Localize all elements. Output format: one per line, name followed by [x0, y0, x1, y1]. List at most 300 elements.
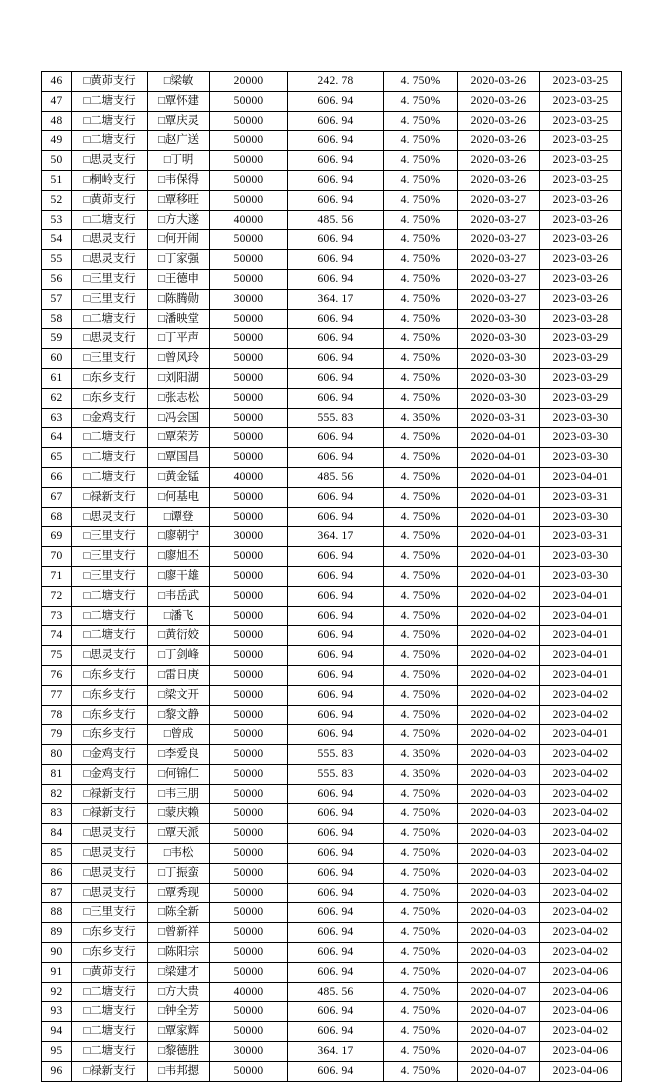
cell-interest-rate: 4. 750% [384, 210, 458, 230]
cell-customer-name: □廖旭丕 [148, 547, 210, 567]
cell-start-date: 2020-04-07 [458, 1061, 540, 1081]
cell-loan-amount: 50000 [210, 883, 288, 903]
cell-start-date: 2020-04-01 [458, 566, 540, 586]
cell-loan-amount: 50000 [210, 349, 288, 369]
cell-end-date: 2023-03-30 [540, 547, 622, 567]
table-row [42, 863, 622, 883]
cell-interest-rate: 4. 750% [384, 1022, 458, 1042]
table-row [42, 448, 622, 468]
table-row [42, 883, 622, 903]
cell-customer-name: □廖干雄 [148, 566, 210, 586]
cell-interest-rate: 4. 750% [384, 250, 458, 270]
table-body [42, 72, 622, 1082]
cell-start-date: 2020-03-26 [458, 72, 540, 92]
table-row [42, 962, 622, 982]
table-row [42, 190, 622, 210]
cell-interest-amount: 606. 94 [288, 626, 384, 646]
cell-interest-amount: 364. 17 [288, 289, 384, 309]
cell-end-date: 2023-03-25 [540, 170, 622, 190]
cell-interest-rate: 4. 750% [384, 72, 458, 92]
cell-end-date: 2023-04-02 [540, 943, 622, 963]
cell-interest-amount: 606. 94 [288, 329, 384, 349]
cell-customer-name: □陈全新 [148, 903, 210, 923]
cell-row-number: 88 [42, 903, 72, 923]
cell-interest-amount: 606. 94 [288, 507, 384, 527]
cell-interest-amount: 606. 94 [288, 903, 384, 923]
cell-interest-rate: 4. 750% [384, 586, 458, 606]
cell-branch: □二塘支行 [72, 586, 148, 606]
cell-branch: □东乡支行 [72, 725, 148, 745]
cell-row-number: 58 [42, 309, 72, 329]
cell-loan-amount: 40000 [210, 467, 288, 487]
cell-interest-rate: 4. 750% [384, 923, 458, 943]
cell-interest-amount: 606. 94 [288, 646, 384, 666]
table-row [42, 804, 622, 824]
cell-interest-amount: 606. 94 [288, 566, 384, 586]
cell-branch: □东乡支行 [72, 665, 148, 685]
cell-start-date: 2020-04-02 [458, 626, 540, 646]
cell-interest-amount: 606. 94 [288, 91, 384, 111]
table-row [42, 151, 622, 171]
cell-branch: □禄新支行 [72, 1061, 148, 1081]
cell-interest-amount: 485. 56 [288, 467, 384, 487]
cell-customer-name: □黎德胜 [148, 1042, 210, 1062]
cell-customer-name: □陈阳宗 [148, 943, 210, 963]
cell-loan-amount: 50000 [210, 190, 288, 210]
cell-interest-rate: 4. 350% [384, 764, 458, 784]
cell-start-date: 2020-04-07 [458, 1042, 540, 1062]
cell-interest-rate: 4. 350% [384, 745, 458, 765]
cell-interest-amount: 555. 83 [288, 745, 384, 765]
cell-interest-rate: 4. 750% [384, 784, 458, 804]
cell-branch: □三里支行 [72, 547, 148, 567]
cell-branch: □桐岭支行 [72, 170, 148, 190]
cell-customer-name: □何开闹 [148, 230, 210, 250]
cell-start-date: 2020-03-31 [458, 408, 540, 428]
cell-branch: □二塘支行 [72, 626, 148, 646]
cell-branch: □金鸡支行 [72, 764, 148, 784]
cell-row-number: 91 [42, 962, 72, 982]
cell-interest-amount: 485. 56 [288, 210, 384, 230]
cell-interest-rate: 4. 750% [384, 170, 458, 190]
cell-row-number: 64 [42, 428, 72, 448]
table-row [42, 487, 622, 507]
cell-end-date: 2023-03-25 [540, 91, 622, 111]
table-row [42, 250, 622, 270]
cell-start-date: 2020-04-07 [458, 962, 540, 982]
cell-start-date: 2020-04-01 [458, 428, 540, 448]
cell-end-date: 2023-03-25 [540, 72, 622, 92]
cell-interest-rate: 4. 750% [384, 943, 458, 963]
cell-branch: □二塘支行 [72, 428, 148, 448]
cell-interest-amount: 606. 94 [288, 804, 384, 824]
cell-customer-name: □韦岳武 [148, 586, 210, 606]
cell-end-date: 2023-04-01 [540, 626, 622, 646]
table-row [42, 131, 622, 151]
cell-end-date: 2023-04-02 [540, 705, 622, 725]
cell-row-number: 47 [42, 91, 72, 111]
cell-end-date: 2023-03-26 [540, 289, 622, 309]
cell-start-date: 2020-04-03 [458, 903, 540, 923]
table-row [42, 943, 622, 963]
cell-row-number: 85 [42, 844, 72, 864]
cell-interest-amount: 485. 56 [288, 982, 384, 1002]
cell-start-date: 2020-04-02 [458, 665, 540, 685]
table-row [42, 923, 622, 943]
cell-loan-amount: 30000 [210, 1042, 288, 1062]
table-row [42, 1042, 622, 1062]
table-row [42, 725, 622, 745]
cell-row-number: 89 [42, 923, 72, 943]
cell-interest-rate: 4. 750% [384, 91, 458, 111]
cell-branch: □东乡支行 [72, 685, 148, 705]
cell-start-date: 2020-04-02 [458, 685, 540, 705]
cell-row-number: 96 [42, 1061, 72, 1081]
cell-branch: □东乡支行 [72, 943, 148, 963]
cell-interest-amount: 606. 94 [288, 883, 384, 903]
cell-start-date: 2020-04-03 [458, 784, 540, 804]
cell-end-date: 2023-04-02 [540, 685, 622, 705]
table-row [42, 111, 622, 131]
table-row [42, 745, 622, 765]
cell-start-date: 2020-04-03 [458, 923, 540, 943]
table-row [42, 91, 622, 111]
cell-start-date: 2020-04-03 [458, 844, 540, 864]
cell-interest-rate: 4. 750% [384, 467, 458, 487]
cell-customer-name: □刘阳湖 [148, 368, 210, 388]
cell-start-date: 2020-03-26 [458, 131, 540, 151]
cell-interest-rate: 4. 750% [384, 824, 458, 844]
cell-branch: □思灵支行 [72, 151, 148, 171]
cell-interest-rate: 4. 750% [384, 685, 458, 705]
cell-branch: □二塘支行 [72, 467, 148, 487]
cell-end-date: 2023-04-01 [540, 725, 622, 745]
cell-interest-rate: 4. 750% [384, 151, 458, 171]
cell-end-date: 2023-04-01 [540, 586, 622, 606]
cell-branch: □三里支行 [72, 289, 148, 309]
cell-loan-amount: 50000 [210, 646, 288, 666]
cell-end-date: 2023-03-25 [540, 111, 622, 131]
cell-branch: □二塘支行 [72, 982, 148, 1002]
cell-branch: □二塘支行 [72, 111, 148, 131]
cell-branch: □二塘支行 [72, 606, 148, 626]
cell-branch: □金鸡支行 [72, 408, 148, 428]
cell-row-number: 52 [42, 190, 72, 210]
cell-interest-rate: 4. 750% [384, 349, 458, 369]
cell-row-number: 60 [42, 349, 72, 369]
cell-start-date: 2020-04-02 [458, 586, 540, 606]
table-row [42, 467, 622, 487]
cell-loan-amount: 50000 [210, 745, 288, 765]
cell-loan-amount: 50000 [210, 428, 288, 448]
cell-branch: □思灵支行 [72, 863, 148, 883]
cell-end-date: 2023-03-29 [540, 368, 622, 388]
cell-end-date: 2023-04-06 [540, 1061, 622, 1081]
table-row [42, 210, 622, 230]
cell-start-date: 2020-04-01 [458, 487, 540, 507]
cell-start-date: 2020-03-26 [458, 111, 540, 131]
cell-branch: □二塘支行 [72, 1002, 148, 1022]
cell-row-number: 83 [42, 804, 72, 824]
table-row [42, 170, 622, 190]
cell-customer-name: □潘飞 [148, 606, 210, 626]
table-row [42, 408, 622, 428]
cell-loan-amount: 50000 [210, 923, 288, 943]
cell-branch: □二塘支行 [72, 131, 148, 151]
cell-interest-amount: 606. 94 [288, 547, 384, 567]
cell-interest-amount: 606. 94 [288, 1002, 384, 1022]
cell-row-number: 73 [42, 606, 72, 626]
cell-branch: □三里支行 [72, 903, 148, 923]
table-row [42, 230, 622, 250]
cell-interest-amount: 606. 94 [288, 428, 384, 448]
table-row [42, 665, 622, 685]
table-row [42, 547, 622, 567]
cell-interest-rate: 4. 750% [384, 487, 458, 507]
table-row [42, 685, 622, 705]
cell-end-date: 2023-03-26 [540, 190, 622, 210]
cell-branch: □三里支行 [72, 566, 148, 586]
cell-customer-name: □覃国昌 [148, 448, 210, 468]
cell-branch: □三里支行 [72, 527, 148, 547]
cell-customer-name: □曾风玲 [148, 349, 210, 369]
cell-loan-amount: 50000 [210, 230, 288, 250]
cell-loan-amount: 50000 [210, 487, 288, 507]
cell-row-number: 63 [42, 408, 72, 428]
cell-loan-amount: 40000 [210, 210, 288, 230]
table-row [42, 329, 622, 349]
cell-customer-name: □梁建才 [148, 962, 210, 982]
cell-end-date: 2023-04-02 [540, 883, 622, 903]
cell-interest-amount: 606. 94 [288, 586, 384, 606]
table-row [42, 269, 622, 289]
cell-branch: □东乡支行 [72, 923, 148, 943]
cell-branch: □二塘支行 [72, 1042, 148, 1062]
cell-loan-amount: 50000 [210, 269, 288, 289]
cell-start-date: 2020-03-30 [458, 388, 540, 408]
cell-row-number: 59 [42, 329, 72, 349]
cell-branch: □思灵支行 [72, 250, 148, 270]
cell-customer-name: □李爱良 [148, 745, 210, 765]
cell-start-date: 2020-04-03 [458, 883, 540, 903]
table-row [42, 428, 622, 448]
cell-row-number: 87 [42, 883, 72, 903]
cell-customer-name: □韦邦摁 [148, 1061, 210, 1081]
cell-loan-amount: 50000 [210, 764, 288, 784]
cell-branch: □思灵支行 [72, 646, 148, 666]
table-row [42, 527, 622, 547]
cell-branch: □思灵支行 [72, 883, 148, 903]
cell-interest-amount: 606. 94 [288, 309, 384, 329]
cell-interest-amount: 606. 94 [288, 111, 384, 131]
cell-branch: □二塘支行 [72, 1022, 148, 1042]
cell-interest-rate: 4. 750% [384, 566, 458, 586]
cell-end-date: 2023-03-30 [540, 448, 622, 468]
cell-row-number: 74 [42, 626, 72, 646]
cell-interest-amount: 606. 94 [288, 824, 384, 844]
cell-branch: □三里支行 [72, 349, 148, 369]
cell-start-date: 2020-04-07 [458, 1022, 540, 1042]
cell-customer-name: □丁振蛮 [148, 863, 210, 883]
table-row [42, 844, 622, 864]
cell-loan-amount: 50000 [210, 368, 288, 388]
cell-start-date: 2020-03-26 [458, 91, 540, 111]
cell-row-number: 72 [42, 586, 72, 606]
cell-branch: □黄茆支行 [72, 72, 148, 92]
cell-branch: □三里支行 [72, 269, 148, 289]
cell-end-date: 2023-04-02 [540, 844, 622, 864]
cell-interest-rate: 4. 750% [384, 547, 458, 567]
cell-loan-amount: 50000 [210, 408, 288, 428]
cell-row-number: 51 [42, 170, 72, 190]
cell-branch: □思灵支行 [72, 329, 148, 349]
cell-loan-amount: 50000 [210, 665, 288, 685]
cell-branch: □思灵支行 [72, 844, 148, 864]
cell-end-date: 2023-04-02 [540, 804, 622, 824]
cell-interest-rate: 4. 350% [384, 408, 458, 428]
cell-end-date: 2023-04-06 [540, 962, 622, 982]
cell-end-date: 2023-04-02 [540, 1022, 622, 1042]
cell-loan-amount: 50000 [210, 586, 288, 606]
cell-loan-amount: 50000 [210, 626, 288, 646]
cell-row-number: 94 [42, 1022, 72, 1042]
cell-interest-rate: 4. 750% [384, 388, 458, 408]
cell-branch: □思灵支行 [72, 824, 148, 844]
cell-end-date: 2023-03-26 [540, 250, 622, 270]
cell-loan-amount: 50000 [210, 131, 288, 151]
cell-loan-amount: 50000 [210, 943, 288, 963]
cell-loan-amount: 50000 [210, 962, 288, 982]
table-row [42, 705, 622, 725]
table-row [42, 982, 622, 1002]
cell-loan-amount: 50000 [210, 250, 288, 270]
cell-row-number: 67 [42, 487, 72, 507]
cell-end-date: 2023-03-29 [540, 349, 622, 369]
cell-start-date: 2020-03-30 [458, 349, 540, 369]
cell-row-number: 82 [42, 784, 72, 804]
cell-start-date: 2020-04-01 [458, 467, 540, 487]
cell-row-number: 57 [42, 289, 72, 309]
cell-end-date: 2023-04-01 [540, 467, 622, 487]
cell-start-date: 2020-04-01 [458, 547, 540, 567]
cell-start-date: 2020-04-02 [458, 705, 540, 725]
cell-interest-rate: 4. 750% [384, 1061, 458, 1081]
cell-start-date: 2020-03-30 [458, 368, 540, 388]
cell-branch: □黄茆支行 [72, 962, 148, 982]
table-row [42, 349, 622, 369]
cell-interest-amount: 364. 17 [288, 527, 384, 547]
cell-interest-amount: 606. 94 [288, 230, 384, 250]
cell-start-date: 2020-04-03 [458, 745, 540, 765]
cell-row-number: 69 [42, 527, 72, 547]
cell-end-date: 2023-03-26 [540, 230, 622, 250]
cell-interest-amount: 606. 94 [288, 962, 384, 982]
cell-row-number: 92 [42, 982, 72, 1002]
cell-loan-amount: 50000 [210, 329, 288, 349]
cell-customer-name: □覃移旺 [148, 190, 210, 210]
cell-customer-name: □韦松 [148, 844, 210, 864]
cell-interest-rate: 4. 750% [384, 844, 458, 864]
cell-branch: □禄新支行 [72, 487, 148, 507]
cell-row-number: 77 [42, 685, 72, 705]
cell-customer-name: □赵广送 [148, 131, 210, 151]
cell-interest-amount: 606. 94 [288, 665, 384, 685]
cell-customer-name: □钟全芳 [148, 1002, 210, 1022]
table-row [42, 586, 622, 606]
table-row [42, 606, 622, 626]
cell-start-date: 2020-04-03 [458, 943, 540, 963]
cell-customer-name: □张志松 [148, 388, 210, 408]
cell-interest-rate: 4. 750% [384, 507, 458, 527]
cell-branch: □东乡支行 [72, 368, 148, 388]
cell-end-date: 2023-03-26 [540, 269, 622, 289]
table-row [42, 507, 622, 527]
cell-end-date: 2023-03-30 [540, 428, 622, 448]
cell-interest-rate: 4. 750% [384, 111, 458, 131]
cell-row-number: 71 [42, 566, 72, 586]
cell-end-date: 2023-03-30 [540, 408, 622, 428]
cell-loan-amount: 50000 [210, 824, 288, 844]
cell-end-date: 2023-04-01 [540, 646, 622, 666]
cell-interest-rate: 4. 750% [384, 863, 458, 883]
cell-start-date: 2020-04-07 [458, 982, 540, 1002]
cell-customer-name: □何锦仁 [148, 764, 210, 784]
cell-customer-name: □曾成 [148, 725, 210, 745]
table-row [42, 566, 622, 586]
cell-customer-name: □丁家强 [148, 250, 210, 270]
cell-branch: □二塘支行 [72, 91, 148, 111]
cell-interest-amount: 606. 94 [288, 923, 384, 943]
cell-customer-name: □陈腾勋 [148, 289, 210, 309]
cell-row-number: 65 [42, 448, 72, 468]
cell-customer-name: □王德申 [148, 269, 210, 289]
cell-end-date: 2023-03-26 [540, 210, 622, 230]
cell-interest-rate: 4. 750% [384, 725, 458, 745]
cell-end-date: 2023-04-01 [540, 665, 622, 685]
cell-loan-amount: 50000 [210, 844, 288, 864]
cell-interest-rate: 4. 750% [384, 527, 458, 547]
cell-interest-amount: 606. 94 [288, 368, 384, 388]
cell-end-date: 2023-03-29 [540, 329, 622, 349]
cell-customer-name: □曾新祥 [148, 923, 210, 943]
cell-customer-name: □潘映堂 [148, 309, 210, 329]
table-row [42, 368, 622, 388]
cell-loan-amount: 50000 [210, 1002, 288, 1022]
cell-interest-amount: 606. 94 [288, 685, 384, 705]
cell-row-number: 54 [42, 230, 72, 250]
table-row [42, 764, 622, 784]
cell-customer-name: □冯会国 [148, 408, 210, 428]
cell-start-date: 2020-03-26 [458, 151, 540, 171]
cell-loan-amount: 50000 [210, 804, 288, 824]
cell-interest-amount: 606. 94 [288, 170, 384, 190]
cell-loan-amount: 50000 [210, 309, 288, 329]
cell-interest-rate: 4. 750% [384, 309, 458, 329]
cell-loan-amount: 50000 [210, 725, 288, 745]
cell-interest-rate: 4. 750% [384, 289, 458, 309]
cell-end-date: 2023-04-06 [540, 982, 622, 1002]
table-row [42, 72, 622, 92]
cell-loan-amount: 50000 [210, 685, 288, 705]
cell-interest-rate: 4. 750% [384, 190, 458, 210]
cell-interest-amount: 364. 17 [288, 1042, 384, 1062]
cell-interest-amount: 606. 94 [288, 190, 384, 210]
cell-interest-amount: 606. 94 [288, 1022, 384, 1042]
cell-start-date: 2020-04-03 [458, 824, 540, 844]
table-row [42, 1061, 622, 1081]
cell-row-number: 93 [42, 1002, 72, 1022]
cell-interest-rate: 4. 750% [384, 804, 458, 824]
